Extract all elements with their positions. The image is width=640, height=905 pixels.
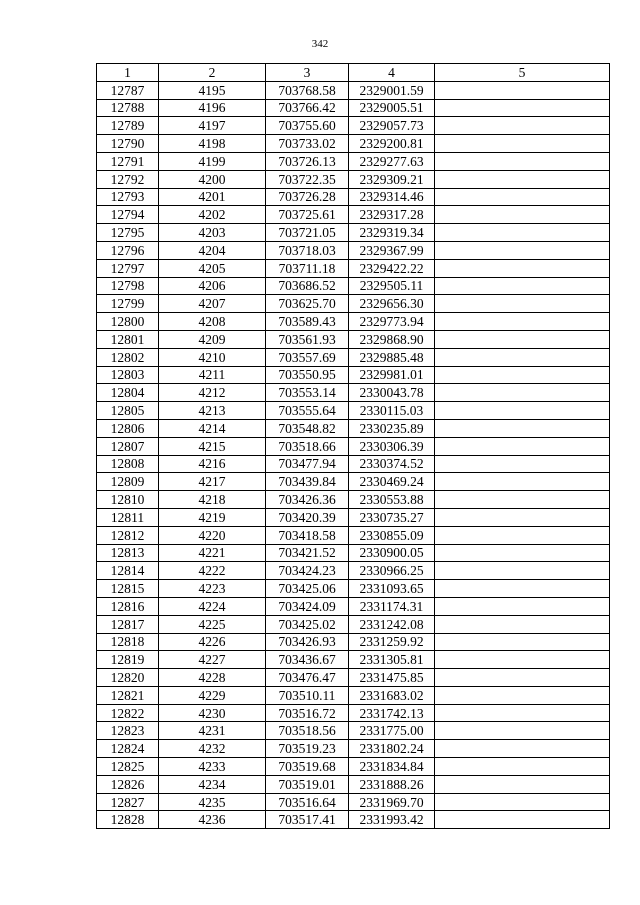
cell-coordinate-y: 2329505.11 <box>349 277 435 295</box>
cell-row-number: 12818 <box>97 633 159 651</box>
table-row <box>97 651 610 669</box>
cell-coordinate-x: 703755.60 <box>266 117 349 135</box>
cell-coordinate-x: 703516.72 <box>266 704 349 722</box>
column-header-4: 4 <box>349 64 435 82</box>
cell-note <box>435 117 610 135</box>
cell-coordinate-x: 703510.11 <box>266 686 349 704</box>
cell-point-number: 4205 <box>159 259 266 277</box>
cell-coordinate-x: 703519.01 <box>266 775 349 793</box>
cell-row-number: 12793 <box>97 188 159 206</box>
cell-coordinate-y: 2331834.84 <box>349 758 435 776</box>
cell-coordinate-x: 703589.43 <box>266 313 349 331</box>
cell-point-number: 4232 <box>159 740 266 758</box>
cell-row-number: 12790 <box>97 135 159 153</box>
cell-row-number: 12788 <box>97 99 159 117</box>
table-row <box>97 188 610 206</box>
cell-coordinate-x: 703555.64 <box>266 402 349 420</box>
cell-coordinate-x: 703718.03 <box>266 241 349 259</box>
cell-coordinate-x: 703426.36 <box>266 491 349 509</box>
cell-coordinate-y: 2329057.73 <box>349 117 435 135</box>
column-header-2: 2 <box>159 64 266 82</box>
cell-row-number: 12809 <box>97 473 159 491</box>
cell-note <box>435 135 610 153</box>
cell-coordinate-y: 2330469.24 <box>349 473 435 491</box>
table-row <box>97 793 610 811</box>
table-row <box>97 366 610 384</box>
cell-note <box>435 348 610 366</box>
cell-row-number: 12821 <box>97 686 159 704</box>
cell-point-number: 4209 <box>159 330 266 348</box>
column-header-3: 3 <box>266 64 349 82</box>
table-row <box>97 135 610 153</box>
cell-coordinate-x: 703418.58 <box>266 526 349 544</box>
cell-coordinate-x: 703519.23 <box>266 740 349 758</box>
table-row <box>97 740 610 758</box>
cell-coordinate-x: 703517.41 <box>266 811 349 829</box>
cell-coordinate-x: 703721.05 <box>266 224 349 242</box>
cell-point-number: 4219 <box>159 508 266 526</box>
cell-coordinate-y: 2330043.78 <box>349 384 435 402</box>
cell-note <box>435 188 610 206</box>
cell-note <box>435 330 610 348</box>
table-row <box>97 597 610 615</box>
cell-coordinate-x: 703477.94 <box>266 455 349 473</box>
cell-row-number: 12799 <box>97 295 159 313</box>
cell-note <box>435 722 610 740</box>
table-row <box>97 633 610 651</box>
cell-coordinate-y: 2331969.70 <box>349 793 435 811</box>
cell-point-number: 4206 <box>159 277 266 295</box>
cell-coordinate-y: 2329005.51 <box>349 99 435 117</box>
table-row <box>97 544 610 562</box>
cell-coordinate-y: 2331093.65 <box>349 580 435 598</box>
cell-point-number: 4230 <box>159 704 266 722</box>
cell-point-number: 4207 <box>159 295 266 313</box>
cell-row-number: 12805 <box>97 402 159 420</box>
cell-note <box>435 152 610 170</box>
cell-point-number: 4216 <box>159 455 266 473</box>
table-row <box>97 330 610 348</box>
cell-coordinate-x: 703476.47 <box>266 669 349 687</box>
cell-point-number: 4213 <box>159 402 266 420</box>
cell-coordinate-y: 2329277.63 <box>349 152 435 170</box>
cell-row-number: 12824 <box>97 740 159 758</box>
cell-point-number: 4199 <box>159 152 266 170</box>
table-row <box>97 455 610 473</box>
cell-coordinate-x: 703420.39 <box>266 508 349 526</box>
table-row <box>97 206 610 224</box>
cell-point-number: 4204 <box>159 241 266 259</box>
cell-coordinate-y: 2331259.92 <box>349 633 435 651</box>
cell-coordinate-x: 703766.42 <box>266 99 349 117</box>
cell-coordinate-y: 2331174.31 <box>349 597 435 615</box>
cell-coordinate-x: 703421.52 <box>266 544 349 562</box>
cell-row-number: 12798 <box>97 277 159 295</box>
table-row <box>97 259 610 277</box>
cell-row-number: 12827 <box>97 793 159 811</box>
cell-coordinate-y: 2331242.08 <box>349 615 435 633</box>
cell-coordinate-y: 2329868.90 <box>349 330 435 348</box>
cell-point-number: 4235 <box>159 793 266 811</box>
cell-row-number: 12806 <box>97 419 159 437</box>
cell-row-number: 12787 <box>97 81 159 99</box>
table-row <box>97 419 610 437</box>
cell-coordinate-y: 2330855.09 <box>349 526 435 544</box>
cell-coordinate-y: 2331775.00 <box>349 722 435 740</box>
table-row <box>97 152 610 170</box>
cell-coordinate-x: 703726.13 <box>266 152 349 170</box>
cell-note <box>435 686 610 704</box>
cell-coordinate-x: 703550.95 <box>266 366 349 384</box>
cell-row-number: 12795 <box>97 224 159 242</box>
cell-coordinate-x: 703722.35 <box>266 170 349 188</box>
cell-coordinate-y: 2329314.46 <box>349 188 435 206</box>
table-row <box>97 686 610 704</box>
table-row <box>97 384 610 402</box>
cell-note <box>435 241 610 259</box>
cell-coordinate-y: 2331888.26 <box>349 775 435 793</box>
cell-row-number: 12828 <box>97 811 159 829</box>
cell-coordinate-y: 2330735.27 <box>349 508 435 526</box>
cell-note <box>435 295 610 313</box>
cell-note <box>435 669 610 687</box>
cell-point-number: 4225 <box>159 615 266 633</box>
cell-coordinate-y: 2331802.24 <box>349 740 435 758</box>
table-row <box>97 811 610 829</box>
cell-point-number: 4224 <box>159 597 266 615</box>
cell-note <box>435 580 610 598</box>
cell-point-number: 4200 <box>159 170 266 188</box>
cell-row-number: 12819 <box>97 651 159 669</box>
cell-coordinate-x: 703768.58 <box>266 81 349 99</box>
coordinates-table <box>96 63 610 829</box>
cell-note <box>435 206 610 224</box>
table-row <box>97 117 610 135</box>
cell-row-number: 12817 <box>97 615 159 633</box>
cell-coordinate-x: 703426.93 <box>266 633 349 651</box>
table-row <box>97 402 610 420</box>
cell-coordinate-y: 2330900.05 <box>349 544 435 562</box>
cell-point-number: 4227 <box>159 651 266 669</box>
column-header-5: 5 <box>435 64 610 82</box>
cell-coordinate-y: 2330306.39 <box>349 437 435 455</box>
cell-coordinate-y: 2330553.88 <box>349 491 435 509</box>
column-header-1: 1 <box>97 64 159 82</box>
cell-coordinate-x: 703424.23 <box>266 562 349 580</box>
cell-coordinate-x: 703557.69 <box>266 348 349 366</box>
cell-row-number: 12822 <box>97 704 159 722</box>
cell-point-number: 4210 <box>159 348 266 366</box>
cell-coordinate-x: 703561.93 <box>266 330 349 348</box>
cell-coordinate-x: 703425.02 <box>266 615 349 633</box>
cell-note <box>435 758 610 776</box>
cell-coordinate-x: 703425.06 <box>266 580 349 598</box>
table-row <box>97 508 610 526</box>
cell-coordinate-y: 2331742.13 <box>349 704 435 722</box>
cell-row-number: 12797 <box>97 259 159 277</box>
cell-point-number: 4196 <box>159 99 266 117</box>
cell-note <box>435 419 610 437</box>
cell-note <box>435 455 610 473</box>
cell-note <box>435 259 610 277</box>
cell-point-number: 4223 <box>159 580 266 598</box>
cell-row-number: 12802 <box>97 348 159 366</box>
cell-note <box>435 224 610 242</box>
cell-note <box>435 384 610 402</box>
table-row <box>97 669 610 687</box>
cell-row-number: 12823 <box>97 722 159 740</box>
cell-row-number: 12810 <box>97 491 159 509</box>
cell-note <box>435 473 610 491</box>
cell-coordinate-y: 2330966.25 <box>349 562 435 580</box>
table-header-row <box>97 64 610 82</box>
cell-coordinate-y: 2329001.59 <box>349 81 435 99</box>
table-row <box>97 775 610 793</box>
cell-coordinate-y: 2329309.21 <box>349 170 435 188</box>
cell-coordinate-y: 2329981.01 <box>349 366 435 384</box>
table-body <box>97 81 610 828</box>
cell-row-number: 12791 <box>97 152 159 170</box>
cell-note <box>435 402 610 420</box>
cell-row-number: 12826 <box>97 775 159 793</box>
cell-note <box>435 615 610 633</box>
cell-note <box>435 170 610 188</box>
cell-row-number: 12792 <box>97 170 159 188</box>
cell-point-number: 4218 <box>159 491 266 509</box>
cell-point-number: 4212 <box>159 384 266 402</box>
cell-point-number: 4214 <box>159 419 266 437</box>
cell-note <box>435 633 610 651</box>
cell-row-number: 12813 <box>97 544 159 562</box>
cell-row-number: 12796 <box>97 241 159 259</box>
cell-coordinate-x: 703518.66 <box>266 437 349 455</box>
cell-coordinate-x: 703519.68 <box>266 758 349 776</box>
table-row <box>97 170 610 188</box>
cell-note <box>435 99 610 117</box>
cell-coordinate-x: 703733.02 <box>266 135 349 153</box>
cell-point-number: 4234 <box>159 775 266 793</box>
table-row <box>97 437 610 455</box>
cell-note <box>435 366 610 384</box>
table-row <box>97 491 610 509</box>
cell-point-number: 4231 <box>159 722 266 740</box>
table-row <box>97 615 610 633</box>
cell-point-number: 4226 <box>159 633 266 651</box>
cell-coordinate-y: 2330115.03 <box>349 402 435 420</box>
cell-point-number: 4208 <box>159 313 266 331</box>
table-row <box>97 313 610 331</box>
cell-coordinate-x: 703686.52 <box>266 277 349 295</box>
cell-point-number: 4197 <box>159 117 266 135</box>
table-row <box>97 99 610 117</box>
cell-coordinate-y: 2329367.99 <box>349 241 435 259</box>
cell-row-number: 12804 <box>97 384 159 402</box>
table-row <box>97 224 610 242</box>
cell-coordinate-x: 703725.61 <box>266 206 349 224</box>
cell-row-number: 12812 <box>97 526 159 544</box>
cell-note <box>435 277 610 295</box>
cell-note <box>435 793 610 811</box>
cell-row-number: 12816 <box>97 597 159 615</box>
cell-note <box>435 508 610 526</box>
cell-coordinate-x: 703518.56 <box>266 722 349 740</box>
cell-coordinate-y: 2331475.85 <box>349 669 435 687</box>
table-row <box>97 526 610 544</box>
cell-note <box>435 597 610 615</box>
cell-point-number: 4217 <box>159 473 266 491</box>
table-row <box>97 81 610 99</box>
table-row <box>97 473 610 491</box>
table-row <box>97 722 610 740</box>
cell-point-number: 4201 <box>159 188 266 206</box>
cell-row-number: 12807 <box>97 437 159 455</box>
table-row <box>97 295 610 313</box>
cell-coordinate-y: 2329319.34 <box>349 224 435 242</box>
cell-coordinate-x: 703548.82 <box>266 419 349 437</box>
cell-note <box>435 526 610 544</box>
table-row <box>97 704 610 722</box>
cell-point-number: 4233 <box>159 758 266 776</box>
cell-coordinate-y: 2329422.22 <box>349 259 435 277</box>
cell-row-number: 12820 <box>97 669 159 687</box>
table-row <box>97 348 610 366</box>
cell-coordinate-y: 2330235.89 <box>349 419 435 437</box>
cell-note <box>435 562 610 580</box>
cell-coordinate-x: 703436.67 <box>266 651 349 669</box>
cell-point-number: 4221 <box>159 544 266 562</box>
cell-row-number: 12794 <box>97 206 159 224</box>
cell-coordinate-x: 703726.28 <box>266 188 349 206</box>
cell-coordinate-y: 2329773.94 <box>349 313 435 331</box>
cell-note <box>435 740 610 758</box>
cell-coordinate-y: 2331305.81 <box>349 651 435 669</box>
cell-row-number: 12825 <box>97 758 159 776</box>
table-row <box>97 758 610 776</box>
table-row <box>97 277 610 295</box>
cell-coordinate-y: 2329200.81 <box>349 135 435 153</box>
table-row <box>97 562 610 580</box>
cell-point-number: 4202 <box>159 206 266 224</box>
cell-point-number: 4211 <box>159 366 266 384</box>
cell-point-number: 4228 <box>159 669 266 687</box>
cell-coordinate-x: 703516.64 <box>266 793 349 811</box>
page-number: 342 <box>311 38 329 50</box>
cell-row-number: 12811 <box>97 508 159 526</box>
cell-coordinate-y: 2331993.42 <box>349 811 435 829</box>
cell-coordinate-y: 2329317.28 <box>349 206 435 224</box>
cell-note <box>435 775 610 793</box>
cell-row-number: 12815 <box>97 580 159 598</box>
cell-note <box>435 437 610 455</box>
table-row <box>97 580 610 598</box>
cell-coordinate-x: 703711.18 <box>266 259 349 277</box>
cell-point-number: 4220 <box>159 526 266 544</box>
cell-point-number: 4236 <box>159 811 266 829</box>
cell-note <box>435 544 610 562</box>
cell-row-number: 12801 <box>97 330 159 348</box>
cell-coordinate-y: 2329656.30 <box>349 295 435 313</box>
cell-point-number: 4198 <box>159 135 266 153</box>
cell-row-number: 12800 <box>97 313 159 331</box>
cell-note <box>435 313 610 331</box>
cell-point-number: 4203 <box>159 224 266 242</box>
cell-point-number: 4229 <box>159 686 266 704</box>
cell-note <box>435 811 610 829</box>
cell-point-number: 4222 <box>159 562 266 580</box>
cell-note <box>435 491 610 509</box>
cell-row-number: 12803 <box>97 366 159 384</box>
cell-row-number: 12808 <box>97 455 159 473</box>
cell-row-number: 12789 <box>97 117 159 135</box>
cell-point-number: 4215 <box>159 437 266 455</box>
table-row <box>97 241 610 259</box>
cell-coordinate-x: 703625.70 <box>266 295 349 313</box>
cell-point-number: 4195 <box>159 81 266 99</box>
cell-coordinate-y: 2329885.48 <box>349 348 435 366</box>
cell-note <box>435 651 610 669</box>
cell-note <box>435 81 610 99</box>
cell-coordinate-x: 703439.84 <box>266 473 349 491</box>
cell-coordinate-y: 2330374.52 <box>349 455 435 473</box>
cell-note <box>435 704 610 722</box>
cell-coordinate-x: 703424.09 <box>266 597 349 615</box>
cell-coordinate-y: 2331683.02 <box>349 686 435 704</box>
cell-row-number: 12814 <box>97 562 159 580</box>
cell-coordinate-x: 703553.14 <box>266 384 349 402</box>
